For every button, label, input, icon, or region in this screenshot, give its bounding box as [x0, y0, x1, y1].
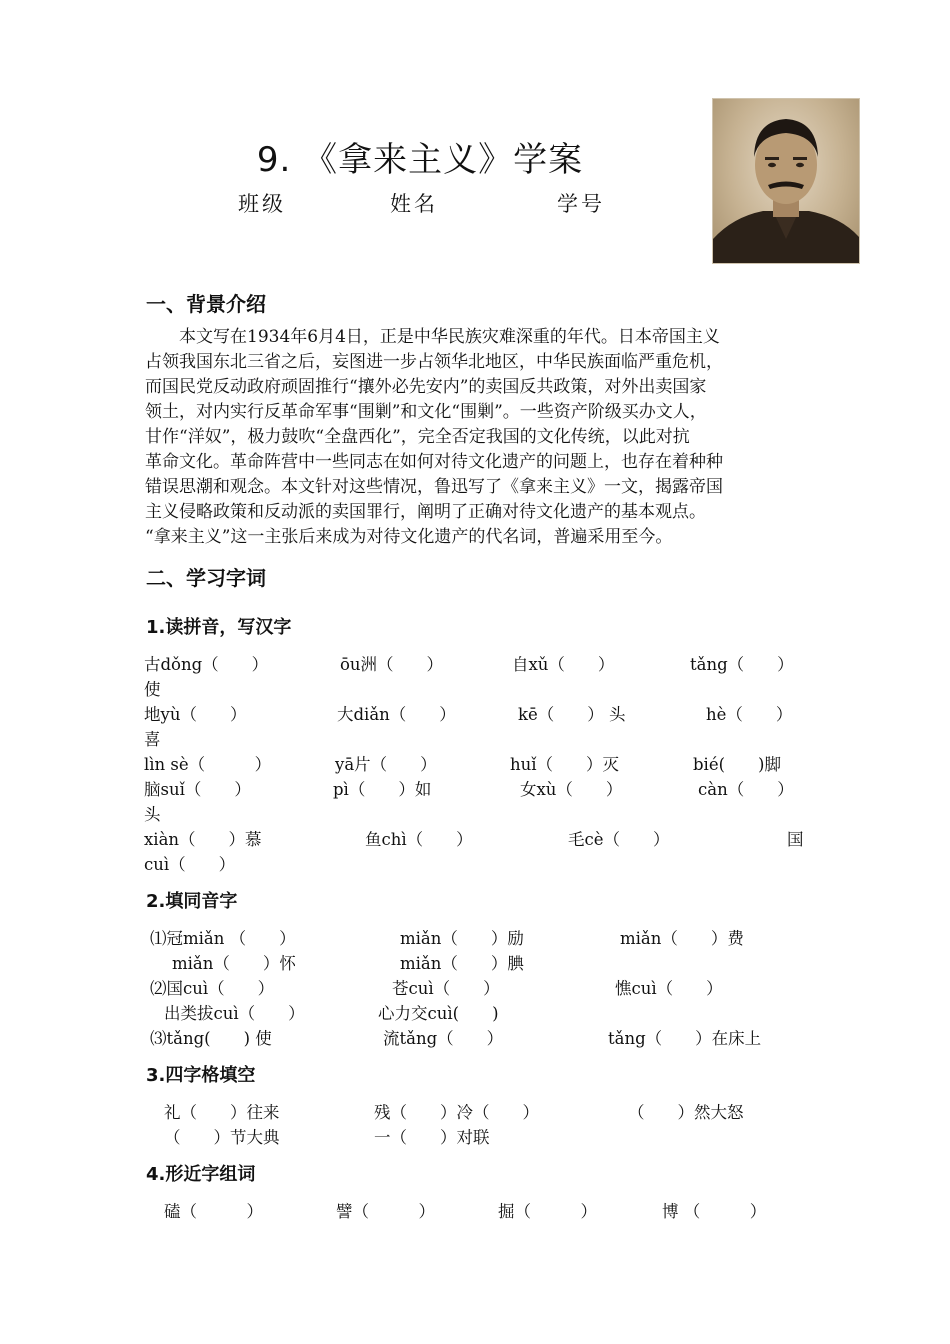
q1-item: 使 — [144, 680, 161, 699]
q1-item: 头 — [144, 805, 161, 824]
q2-item: 憔cuì（ ） — [615, 979, 723, 998]
background-paragraph — [145, 325, 805, 550]
q2-item: miǎn（ ）励 — [400, 929, 524, 948]
q1-item: 毛cè（ ） — [568, 830, 670, 849]
paragraph-line: 领土，对内实行反革命军事“围剿”和文化“围剿”。一些资产阶级买办文人， — [145, 402, 707, 422]
section-heading-words: 二、学习字词 — [146, 566, 266, 590]
q4-item: 博 （ ） — [662, 1202, 767, 1221]
q4-item: 掘（ ） — [498, 1202, 597, 1221]
q4-item: 磕（ ） — [164, 1202, 263, 1221]
q1-item: ōu洲（ ） — [340, 655, 444, 674]
q2-heading: 2.填同音字 — [146, 891, 238, 912]
q3-item: 一（ ）对联 — [374, 1128, 490, 1147]
author-portrait — [712, 98, 860, 264]
q1-item: 古dǒng（ ） — [144, 655, 269, 674]
q1-item: 喜 — [144, 730, 161, 749]
q3-heading: 3.四字格填空 — [146, 1065, 256, 1086]
paragraph-line: 而国民党反动政府顽固推行“攘外必先安内”的卖国反共政策，对外出卖国家 — [145, 377, 707, 397]
q1-item: lìn sè（ ） — [144, 755, 272, 774]
q2-item: miǎn（ ）费 — [620, 929, 744, 948]
q1-item: 自xǔ（ ） — [512, 655, 615, 674]
q1-item: 大diǎn（ ） — [337, 705, 456, 724]
name-label: 姓名 — [390, 192, 438, 216]
q2-item: ⑵国cuì（ ） — [150, 979, 275, 998]
q3-item: （ ）然大怒 — [628, 1103, 744, 1122]
q1-item: tǎng（ ） — [690, 655, 794, 674]
q1-item: kē（ ） 头 — [518, 705, 626, 724]
q1-item: 脑suǐ（ ） — [144, 780, 251, 799]
q1-item: cuì（ ） — [144, 855, 236, 874]
q1-item: 鱼chì（ ） — [365, 830, 473, 849]
section-heading-background: 一、背景介绍 — [146, 292, 266, 316]
q2-item: miǎn（ ）怀 — [172, 954, 296, 973]
q1-item: càn（ ） — [698, 780, 794, 799]
student-number-label: 学号 — [557, 192, 605, 216]
q1-heading: 1.读拼音，写汉字 — [146, 617, 292, 638]
q2-item: 出类拔cuì（ ） — [164, 1004, 305, 1023]
q2-item: miǎn（ ）腆 — [400, 954, 524, 973]
paragraph-line: “拿来主义”这一主张后来成为对待文化遗产的代名词，普遍采用至今。 — [145, 527, 673, 547]
paragraph-line: 错误思潮和观念。本文针对这些情况，鲁迅写了《拿来主义》一文，揭露帝国 — [145, 477, 723, 497]
class-label: 班级 — [238, 192, 286, 216]
q2-item: 苍cuì（ ） — [392, 979, 500, 998]
q4-item: 譬（ ） — [336, 1202, 435, 1221]
q1-item: 地yù（ ） — [144, 705, 247, 724]
paragraph-line: 占领我国东北三省之后，妄图进一步占领华北地区，中华民族面临严重危机， — [145, 352, 723, 372]
q1-item: yā片（ ） — [335, 755, 437, 774]
q1-item: bié( )脚 — [693, 755, 781, 774]
paragraph-line: 本文写在1934年6月4日，正是中华民族灾难深重的年代。日本帝国主义 — [179, 327, 720, 347]
q2-item: ⑴冠miǎn （ ） — [150, 929, 296, 948]
q3-item: 礼（ ）往来 — [164, 1103, 280, 1122]
q3-item: （ ）节大典 — [164, 1128, 280, 1147]
q1-item: 女xù（ ） — [520, 780, 623, 799]
q1-item: xiàn（ ）慕 — [144, 830, 262, 849]
q1-item: pì（ ）如 — [333, 780, 432, 799]
q1-item: 国 — [787, 830, 804, 849]
paragraph-line: 革命文化。革命阵营中一些同志在如何对待文化遗产的问题上，也存在着种种 — [145, 452, 723, 472]
q2-item: 流tǎng（ ） — [383, 1029, 504, 1048]
q2-item: tǎng（ ）在床上 — [608, 1029, 762, 1048]
q3-item: 残（ ）冷（ ） — [374, 1103, 539, 1122]
q1-item: huǐ（ ）灭 — [510, 755, 620, 774]
q4-heading: 4.形近字组词 — [146, 1164, 256, 1185]
paragraph-line: 甘作“洋奴”，极力鼓吹“全盘西化”，完全否定我国的文化传统，以此对抗 — [145, 427, 690, 447]
q2-item: ⑶tǎng( ) 使 — [150, 1029, 272, 1048]
paragraph-line: 主义侵略政策和反动派的卖国罪行，阐明了正确对待文化遗产的基本观点。 — [145, 502, 706, 522]
page-title: 9. 《拿来主义》学案 — [256, 140, 584, 180]
q2-item: 心力交cuì( ) — [378, 1004, 499, 1023]
q1-item: hè（ ） — [706, 705, 793, 724]
